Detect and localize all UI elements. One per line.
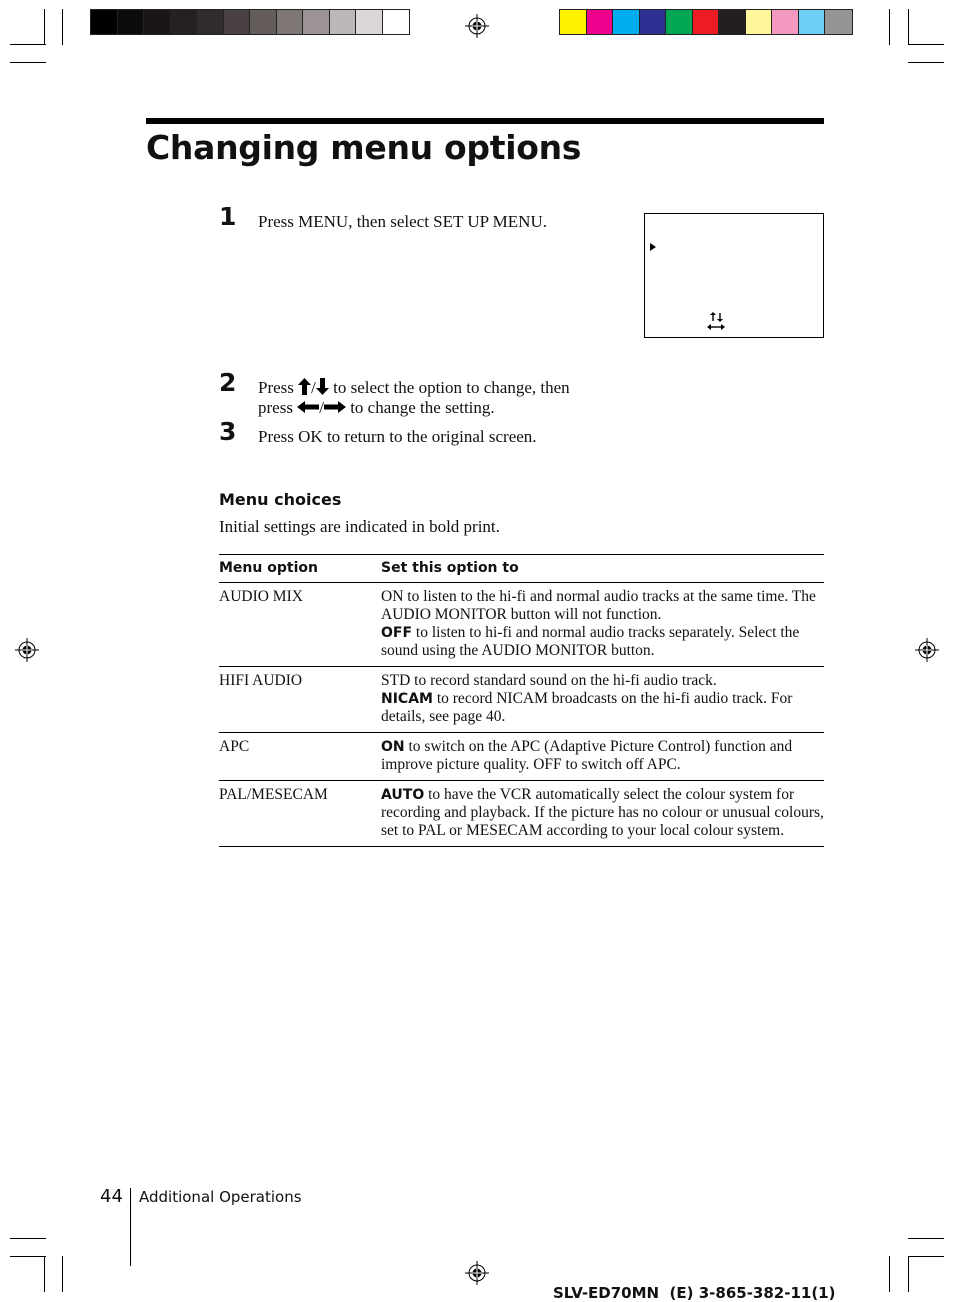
option-name: HIFI AUDIO [219,667,381,733]
option-description [381,733,824,781]
step-number: 2 [219,368,237,397]
crop-mark [908,1256,944,1257]
color-swatch [640,10,667,34]
color-swatch [799,10,826,34]
color-swatch [330,10,357,34]
option-name: PAL/MESECAM [219,781,381,847]
color-swatch [144,10,171,34]
column-header: Menu option [219,555,381,583]
crop-mark [908,1256,909,1292]
step-text-part: to change the setting. [350,398,495,417]
crop-mark [10,1238,46,1239]
step-number: 3 [219,417,237,446]
crop-mark [889,9,890,45]
gray-calibration-bar [90,9,410,35]
option-setting [381,672,824,690]
crop-mark [62,1256,63,1292]
section-heading: Menu choices [219,490,342,509]
color-calibration-bar [559,9,853,35]
right-arrow-icon [324,401,346,413]
step-text [258,398,495,418]
setting-text: STD to record standard sound on the hi-fi audio track. [381,672,717,689]
menu-screen-illustration [644,213,824,338]
color-swatch [825,10,852,34]
option-setting [381,624,824,660]
slash: / [311,378,316,397]
step-text [258,378,570,398]
default-value: AUTO [381,787,425,803]
table-header-row [219,555,824,583]
up-arrow-icon [298,378,311,395]
option-setting [381,588,824,624]
crop-mark [908,44,944,45]
step-text: Press OK to return to the original screen. [258,427,537,446]
color-swatch [277,10,304,34]
footer-divider [130,1188,131,1266]
color-swatch [746,10,773,34]
registration-mark-icon [465,1261,489,1285]
default-value: ON [381,739,405,755]
page-title: Changing menu options [146,128,582,167]
default-value: OFF [381,625,413,641]
table-row [219,583,824,667]
table-row [219,667,824,733]
crop-mark [10,44,46,45]
section-name: Additional Operations [139,1188,302,1206]
option-setting [381,738,824,774]
default-value: NICAM [381,691,433,707]
crop-mark [908,62,944,63]
color-swatch [772,10,799,34]
crop-mark [908,9,909,45]
option-setting [381,786,824,840]
step-text-part: to select the option to change, then [333,378,570,397]
color-swatch [613,10,640,34]
left-arrow-icon [297,401,319,413]
slash: / [319,398,324,417]
color-swatch [560,10,587,34]
crop-mark [44,9,45,45]
cursor-triangle-icon [649,243,657,251]
registration-mark-icon [915,638,939,662]
setting-text: to record NICAM broadcasts on the hi-fi audio track. For details, see page 40. [381,690,793,725]
step-text-part: Press [258,378,294,397]
left-right-arrows-icon [707,323,725,331]
crop-mark [908,1238,944,1239]
table-row [219,733,824,781]
step-text: Press MENU, then select SET UP MENU. [258,212,547,231]
option-description [381,667,824,733]
crop-mark [44,1256,45,1292]
color-swatch [250,10,277,34]
setting-text: to switch on the APC (Adaptive Picture Control) function and improve picture quality. OFF to switch off APC. [381,738,793,773]
down-arrow-icon [316,378,329,395]
color-swatch [587,10,614,34]
step-text-part: press [258,398,293,417]
color-swatch [118,10,145,34]
option-setting [381,690,824,726]
column-header: Set this option to [381,555,824,583]
crop-mark [62,9,63,45]
color-swatch [356,10,383,34]
page-number: 44 [100,1186,123,1207]
color-swatch [383,10,410,34]
title-rule [146,118,824,124]
color-swatch [303,10,330,34]
menu-options-table [219,554,824,847]
registration-mark-icon [465,14,489,38]
setting-text: to have the VCR automatically select the colour system for recording and playback. If the picture has no colour or unusual colours, set to PAL or MESECAM according to your local colour system. [381,786,824,839]
crop-mark [889,1256,890,1292]
color-swatch [224,10,251,34]
table-row [219,781,824,847]
color-swatch [666,10,693,34]
table-body [219,583,824,847]
crop-mark [10,62,46,63]
option-description [381,781,824,847]
setting-text: ON to listen to the hi-fi and normal audio tracks at the same time. The AUDIO MONITOR button will not function. [381,588,816,623]
color-swatch [693,10,720,34]
model-code: SLV-ED70MN (E) 3-865-382-11(1) [553,1284,836,1302]
setting-text: to listen to hi-fi and normal audio tracks separately. Select the sound using the AUDIO MONITOR button. [381,624,800,659]
step-number: 1 [219,202,237,231]
section-subtitle: Initial settings are indicated in bold print. [219,517,500,536]
crop-mark [10,1256,46,1257]
color-swatch [171,10,198,34]
option-name: AUDIO MIX [219,583,381,667]
up-down-arrows-icon [709,312,725,322]
registration-mark-icon [15,638,39,662]
color-swatch [197,10,224,34]
color-swatch [91,10,118,34]
color-swatch [719,10,746,34]
option-name: APC [219,733,381,781]
option-description [381,583,824,667]
